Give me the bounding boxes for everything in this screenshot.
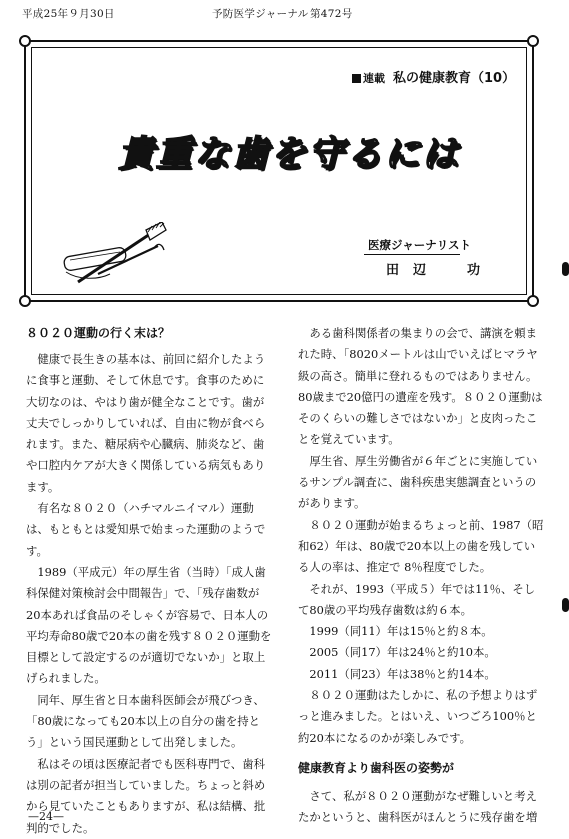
body-paragraph: 厚生省、厚生労働省が６年ごとに実施しているサンプル調査に、歯科疾患実態調査というのがあります。 — [298, 453, 538, 511]
page-number: —24— — [28, 810, 64, 823]
author-role: 医療ジャーナリスト — [368, 238, 472, 252]
body-paragraph: 1989（平成元）年の厚生省（当時）「成人歯科保健対策検討会中間報告」で、「残存歯数が20本あれば食品のそしゃくが容易で、日本人の平均寿命80歳で20本の歯を残す８０２０運動を目標として設定するのが適切でないか」と取上げられました。 — [26, 564, 272, 686]
stats-line: 2011（同23）年は38％と約14本。 — [309, 666, 496, 681]
toothbrush-illustration-icon — [58, 222, 168, 287]
frame-corner-ornament — [527, 35, 539, 47]
series-label — [352, 67, 515, 86]
left-column — [26, 323, 272, 839]
frame-corner-ornament — [19, 35, 31, 47]
body-paragraph: 健康で長生きの基本は、前回に紹介したように食事と運動、そして休息です。食事のために大切なのは、やはり歯が健全なことです。歯が丈夫でしっかりしていれば、自由に物が食べられます。また、糖尿病や心臓病、肺炎など、歯や口腔内ケアが大きく関係している病気もあります。 — [26, 352, 266, 494]
author-name: 田辺 功 — [386, 263, 495, 278]
header-journal-name: 予防医学ジャーナル — [212, 8, 309, 20]
section-heading: ８０２０運動の行く末は？ — [26, 326, 171, 340]
right-column — [298, 323, 544, 829]
body-paragraph: それが、1993（平成５）年では11％、そして80歳の平均残存歯数は約６本。 — [298, 581, 536, 617]
frame-corner-ornament — [527, 295, 539, 307]
frame-corner-ornament — [19, 295, 31, 307]
series-title: 私の健康教育（10） — [393, 71, 516, 86]
body-paragraph: ８０２０運動はたしかに、私の予想よりはずっと進みました。とはいえ、いつごろ100％と約20本になるのかが楽しみです。 — [298, 688, 538, 745]
header-issue-number: 第472号 — [310, 8, 353, 20]
binder-hole-mark — [562, 262, 569, 276]
body-paragraph: 有名な８０２０（ハチマルニイマル）運動は、もともとは愛知県で始まった運動のようです。 — [26, 501, 266, 558]
square-bullet-icon — [352, 74, 361, 83]
stats-line: 2005（同17）年は24％と約10本。 — [309, 645, 496, 660]
body-paragraph: 私はその頃は医療記者でも医科専門で、歯科は別の記者が担当していました。ちょっと斜めから見ていたこともありますが、私は結構、批判的でした。 — [26, 756, 266, 835]
stats-line: 1999（同11）年は15％と約８本。 — [309, 624, 493, 639]
section-heading: 健康教育より歯科医の姿勢が — [298, 760, 455, 775]
body-paragraph: ８０２０運動が始まるちょっと前、1987（昭和62）年は、80歳で20本以上の歯を残している人の率は、推定で 8％程度でした。 — [298, 517, 544, 575]
body-paragraph: ある歯科関係者の集まりの会で、講演を頼まれた時、「8020メートルは山でいえばヒマラヤ級の高さ。簡単に登れるものではありません。80歳まで20億円の遺産を残す。８０２０運動はそのくらいの難しさではないか」と皮肉ったことを覚えています。 — [298, 326, 543, 447]
header-date: 平成25年９月30日 — [22, 8, 115, 20]
series-tag: 連載 — [363, 72, 385, 85]
binder-hole-mark — [562, 598, 569, 612]
byline-divider — [364, 254, 460, 255]
article-title: 貴重な歯を守るには — [118, 134, 461, 175]
body-paragraph: さて、私が８０２０運動がなぜ難しいと考えたかというと、歯科医がほんとうに残存歯を増 — [298, 788, 538, 825]
body-paragraph: 同年、厚生省と日本歯科医師会が飛びつき、「80歳になっても20本以上の自分の歯を持とう」という国民運動として出発しました。 — [26, 692, 265, 750]
